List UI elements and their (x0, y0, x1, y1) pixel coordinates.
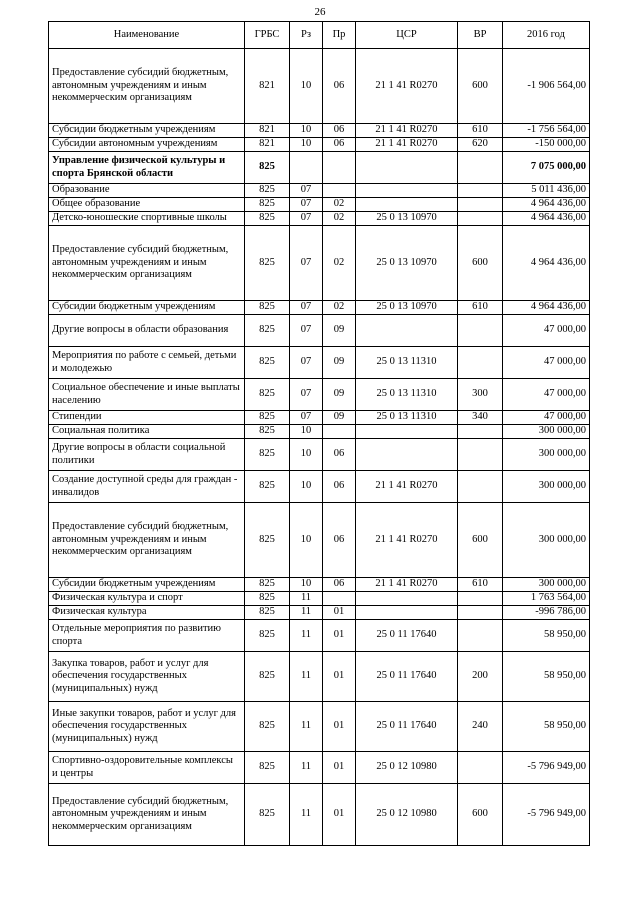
cell-grbs: 825 (245, 702, 290, 752)
cell-vr (458, 152, 503, 184)
cell-grbs: 825 (245, 592, 290, 606)
table-row (49, 379, 590, 411)
cell-pr: 01 (323, 752, 356, 784)
header-rz: Рз (290, 22, 323, 49)
cell-csr: 25 0 13 10970 (356, 301, 458, 315)
cell-vr: 600 (458, 784, 503, 846)
cell-csr: 21 1 41 R0270 (356, 578, 458, 592)
cell-grbs: 825 (245, 198, 290, 212)
cell-name: Образование (49, 184, 245, 198)
cell-amount: -5 796 949,00 (503, 784, 590, 846)
cell-vr: 620 (458, 138, 503, 152)
cell-csr (356, 425, 458, 439)
cell-rz: 10 (290, 578, 323, 592)
header-year: 2016 год (503, 22, 590, 49)
header-csr: ЦСР (356, 22, 458, 49)
cell-grbs: 821 (245, 124, 290, 138)
cell-pr (323, 184, 356, 198)
cell-vr: 340 (458, 411, 503, 425)
cell-amount: 1 763 564,00 (503, 592, 590, 606)
cell-amount: 58 950,00 (503, 702, 590, 752)
cell-csr: 25 0 11 17640 (356, 652, 458, 702)
cell-name: Другие вопросы в области образования (49, 315, 245, 347)
cell-amount: 300 000,00 (503, 503, 590, 578)
cell-amount: 300 000,00 (503, 578, 590, 592)
cell-amount: 58 950,00 (503, 620, 590, 652)
cell-csr: 25 0 12 10980 (356, 752, 458, 784)
cell-name: Предоставление субсидий бюджетным, автономным учреждениям и иным некоммерческим организациям (49, 49, 245, 124)
table-row (49, 212, 590, 226)
cell-rz: 10 (290, 124, 323, 138)
cell-csr: 21 1 41 R0270 (356, 124, 458, 138)
cell-name: Предоставление субсидий бюджетным, автономным учреждениям и иным некоммерческим организациям (49, 226, 245, 301)
cell-name: Мероприятия по работе с семьей, детьми и молодежью (49, 347, 245, 379)
cell-grbs: 825 (245, 471, 290, 503)
cell-grbs: 825 (245, 379, 290, 411)
cell-csr: 21 1 41 R0270 (356, 49, 458, 124)
table-row (49, 606, 590, 620)
cell-rz: 11 (290, 606, 323, 620)
cell-csr: 25 0 11 17640 (356, 702, 458, 752)
cell-grbs: 825 (245, 315, 290, 347)
cell-amount: 47 000,00 (503, 379, 590, 411)
cell-pr: 06 (323, 471, 356, 503)
cell-grbs: 821 (245, 49, 290, 124)
cell-csr: 21 1 41 R0270 (356, 138, 458, 152)
cell-csr (356, 315, 458, 347)
cell-amount: 5 011 436,00 (503, 184, 590, 198)
cell-csr: 25 0 11 17640 (356, 620, 458, 652)
cell-vr: 300 (458, 379, 503, 411)
table-row (49, 124, 590, 138)
cell-rz: 07 (290, 315, 323, 347)
cell-vr (458, 592, 503, 606)
table-row (49, 784, 590, 846)
cell-pr: 06 (323, 503, 356, 578)
cell-vr: 610 (458, 301, 503, 315)
cell-csr: 21 1 41 R0270 (356, 503, 458, 578)
cell-pr: 01 (323, 620, 356, 652)
table-row (49, 592, 590, 606)
cell-amount: -5 796 949,00 (503, 752, 590, 784)
table-row (49, 301, 590, 315)
cell-vr: 610 (458, 124, 503, 138)
cell-grbs: 825 (245, 620, 290, 652)
cell-rz: 10 (290, 138, 323, 152)
cell-amount: 4 964 436,00 (503, 226, 590, 301)
cell-amount: 300 000,00 (503, 471, 590, 503)
cell-pr (323, 425, 356, 439)
cell-amount: 4 964 436,00 (503, 212, 590, 226)
cell-vr (458, 347, 503, 379)
cell-pr: 01 (323, 652, 356, 702)
cell-pr: 01 (323, 784, 356, 846)
cell-vr (458, 471, 503, 503)
table-row (49, 138, 590, 152)
cell-name: Субсидии бюджетным учреждениям (49, 124, 245, 138)
cell-csr (356, 592, 458, 606)
cell-name: Иные закупки товаров, работ и услуг для обеспечения государственных (муниципальных) нужд (49, 702, 245, 752)
table-row (49, 652, 590, 702)
cell-name: Управление физической культуры и спорта Брянской области (49, 152, 245, 184)
cell-name: Другие вопросы в области социальной политики (49, 439, 245, 471)
table-row (49, 226, 590, 301)
cell-name: Субсидии бюджетным учреждениям (49, 301, 245, 315)
cell-csr (356, 198, 458, 212)
cell-csr: 25 0 12 10980 (356, 784, 458, 846)
cell-vr: 600 (458, 503, 503, 578)
table-row (49, 578, 590, 592)
cell-amount: 7 075 000,00 (503, 152, 590, 184)
cell-pr (323, 152, 356, 184)
cell-vr: 200 (458, 652, 503, 702)
cell-amount: 4 964 436,00 (503, 198, 590, 212)
cell-grbs: 825 (245, 212, 290, 226)
cell-name: Социальное обеспечение и иные выплаты населению (49, 379, 245, 411)
table-row (49, 702, 590, 752)
cell-csr (356, 439, 458, 471)
cell-vr (458, 606, 503, 620)
cell-vr (458, 212, 503, 226)
cell-vr (458, 184, 503, 198)
cell-rz: 10 (290, 425, 323, 439)
cell-pr: 02 (323, 198, 356, 212)
cell-pr: 06 (323, 138, 356, 152)
cell-grbs: 821 (245, 138, 290, 152)
cell-grbs: 825 (245, 606, 290, 620)
cell-rz: 07 (290, 198, 323, 212)
table-row (49, 411, 590, 425)
cell-vr: 610 (458, 578, 503, 592)
cell-rz: 11 (290, 752, 323, 784)
cell-pr: 01 (323, 702, 356, 752)
cell-pr: 09 (323, 315, 356, 347)
cell-csr: 21 1 41 R0270 (356, 471, 458, 503)
cell-grbs: 825 (245, 152, 290, 184)
table-row (49, 439, 590, 471)
cell-rz: 11 (290, 652, 323, 702)
table-row (49, 752, 590, 784)
cell-amount: 47 000,00 (503, 411, 590, 425)
cell-csr: 25 0 13 11310 (356, 411, 458, 425)
cell-vr (458, 620, 503, 652)
cell-grbs: 825 (245, 301, 290, 315)
cell-pr: 06 (323, 439, 356, 471)
table-row (49, 347, 590, 379)
cell-amount: -996 786,00 (503, 606, 590, 620)
cell-amount: 58 950,00 (503, 652, 590, 702)
table-row (49, 152, 590, 184)
table-header-row (49, 22, 590, 49)
cell-pr: 06 (323, 49, 356, 124)
cell-rz: 07 (290, 226, 323, 301)
table-row (49, 425, 590, 439)
cell-pr: 02 (323, 226, 356, 301)
cell-rz: 10 (290, 439, 323, 471)
cell-name: Закупка товаров, работ и услуг для обеспечения государственных (муниципальных) нужд (49, 652, 245, 702)
cell-rz: 07 (290, 347, 323, 379)
cell-rz: 10 (290, 471, 323, 503)
cell-rz: 11 (290, 784, 323, 846)
cell-grbs: 825 (245, 347, 290, 379)
table-row (49, 198, 590, 212)
cell-csr (356, 606, 458, 620)
cell-name: Физическая культура (49, 606, 245, 620)
cell-amount: 300 000,00 (503, 439, 590, 471)
cell-name: Детско-юношеские спортивные школы (49, 212, 245, 226)
cell-name: Общее образование (49, 198, 245, 212)
cell-name: Предоставление субсидий бюджетным, автономным учреждениям и иным некоммерческим организациям (49, 784, 245, 846)
cell-name: Отдельные мероприятия по развитию спорта (49, 620, 245, 652)
table-row (49, 471, 590, 503)
cell-rz: 07 (290, 184, 323, 198)
cell-vr (458, 425, 503, 439)
cell-pr: 09 (323, 411, 356, 425)
table-row (49, 315, 590, 347)
cell-rz: 07 (290, 301, 323, 315)
cell-amount: -1 906 564,00 (503, 49, 590, 124)
cell-pr: 06 (323, 124, 356, 138)
cell-grbs: 825 (245, 411, 290, 425)
cell-name: Создание доступной среды для граждан - инвалидов (49, 471, 245, 503)
cell-pr: 09 (323, 347, 356, 379)
cell-pr: 06 (323, 578, 356, 592)
budget-table (48, 21, 590, 846)
cell-grbs: 825 (245, 425, 290, 439)
cell-name: Предоставление субсидий бюджетным, автономным учреждениям и иным некоммерческим организациям (49, 503, 245, 578)
cell-vr (458, 198, 503, 212)
cell-rz: 11 (290, 620, 323, 652)
cell-amount: 4 964 436,00 (503, 301, 590, 315)
table-row (49, 49, 590, 124)
cell-name: Социальная политика (49, 425, 245, 439)
header-grbs: ГРБС (245, 22, 290, 49)
cell-vr: 600 (458, 226, 503, 301)
table-row (49, 184, 590, 198)
cell-name: Субсидии автономным учреждениям (49, 138, 245, 152)
cell-csr: 25 0 13 11310 (356, 379, 458, 411)
cell-amount: 47 000,00 (503, 315, 590, 347)
cell-pr: 01 (323, 606, 356, 620)
cell-amount: -1 756 564,00 (503, 124, 590, 138)
cell-rz: 07 (290, 212, 323, 226)
cell-csr: 25 0 13 10970 (356, 212, 458, 226)
cell-pr: 02 (323, 212, 356, 226)
cell-name: Субсидии бюджетным учреждениям (49, 578, 245, 592)
cell-rz: 07 (290, 379, 323, 411)
cell-amount: 47 000,00 (503, 347, 590, 379)
cell-name: Физическая культура и спорт (49, 592, 245, 606)
cell-name: Стипендии (49, 411, 245, 425)
cell-grbs: 825 (245, 184, 290, 198)
cell-amount: 300 000,00 (503, 425, 590, 439)
cell-grbs: 825 (245, 503, 290, 578)
cell-rz: 10 (290, 49, 323, 124)
cell-csr: 25 0 13 10970 (356, 226, 458, 301)
cell-rz: 10 (290, 503, 323, 578)
cell-grbs: 825 (245, 578, 290, 592)
cell-vr (458, 439, 503, 471)
header-pr: Пр (323, 22, 356, 49)
cell-pr: 09 (323, 379, 356, 411)
cell-grbs: 825 (245, 652, 290, 702)
cell-vr (458, 752, 503, 784)
header-name: Наименование (49, 22, 245, 49)
table-row (49, 503, 590, 578)
cell-rz: 11 (290, 702, 323, 752)
cell-amount: -150 000,00 (503, 138, 590, 152)
cell-vr: 600 (458, 49, 503, 124)
page-number: 26 (314, 6, 326, 18)
cell-grbs: 825 (245, 784, 290, 846)
header-vr: ВР (458, 22, 503, 49)
cell-vr: 240 (458, 702, 503, 752)
cell-grbs: 825 (245, 752, 290, 784)
table-row (49, 620, 590, 652)
cell-grbs: 825 (245, 439, 290, 471)
cell-rz: 11 (290, 592, 323, 606)
cell-pr: 02 (323, 301, 356, 315)
cell-csr (356, 152, 458, 184)
cell-name: Спортивно-оздоровительные комплексы и центры (49, 752, 245, 784)
cell-rz (290, 152, 323, 184)
cell-csr (356, 184, 458, 198)
cell-rz: 07 (290, 411, 323, 425)
cell-vr (458, 315, 503, 347)
cell-grbs: 825 (245, 226, 290, 301)
cell-csr: 25 0 13 11310 (356, 347, 458, 379)
cell-pr (323, 592, 356, 606)
